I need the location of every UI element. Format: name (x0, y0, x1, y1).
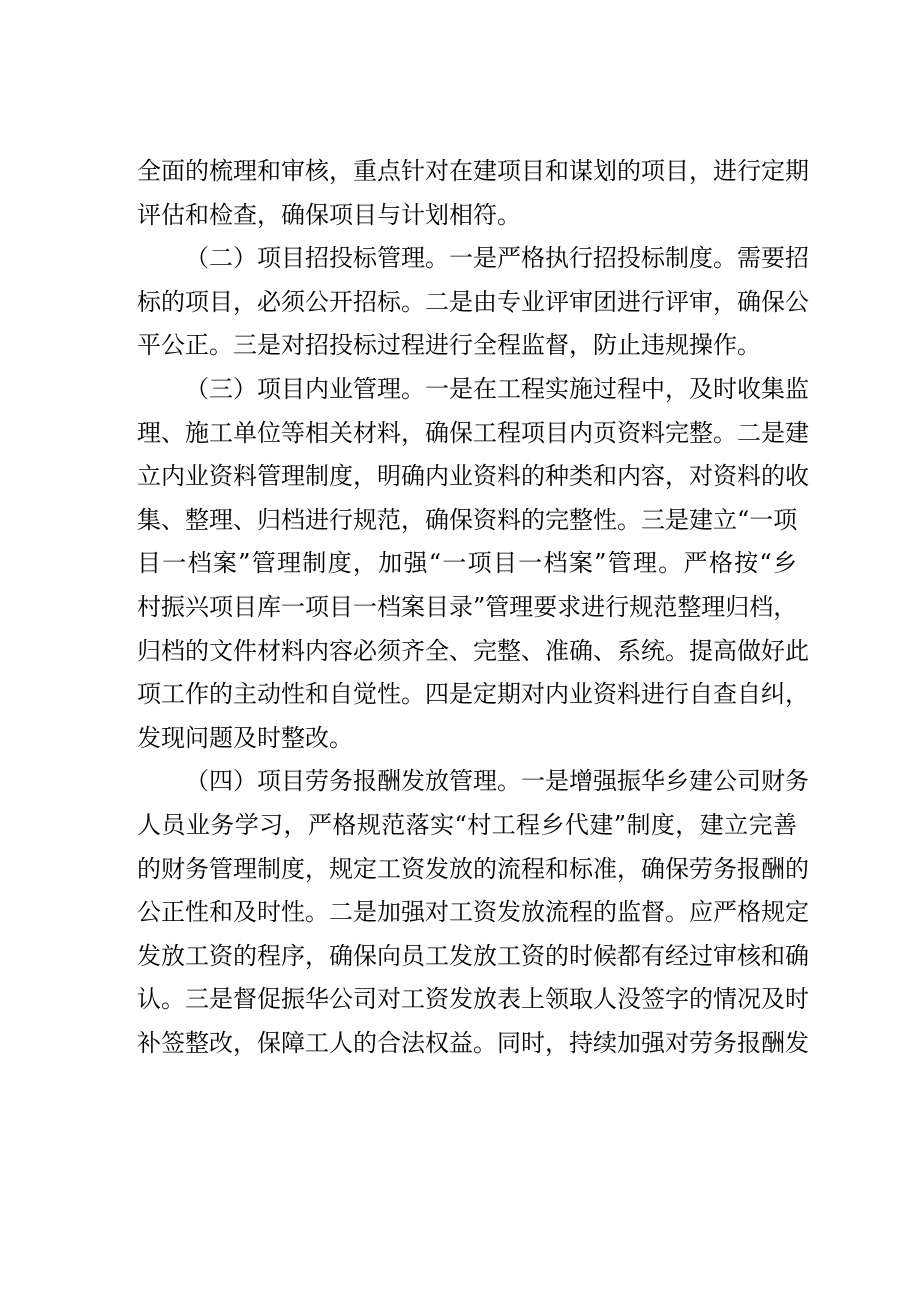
text-line: （四）项目劳务报酬发放管理。一是增强振华乡建公司财务 (185, 767, 809, 796)
text-line: 全面的梳理和审核，重点针对在建项目和谋划的项目，进行定期 (137, 157, 809, 185)
text-line: 的财务管理制度，规定工资发放的流程和标准，确保劳务报酬的 (137, 854, 809, 883)
document-body (137, 150, 809, 1065)
paragraph-labor-payment-management (137, 760, 809, 1065)
paragraph-bidding-management (137, 237, 809, 368)
text-line: 平公正。三是对招投标过程进行全程监督，防止违规操作。 (137, 331, 761, 360)
text-line: 发现问题及时整改。 (137, 723, 353, 752)
text-line: 目一档案”管理制度，加强“一项目一档案”管理。严格按“乡 (137, 549, 797, 578)
text-line: 归档的文件材料内容必须齐全、完整、准确、系统。提高做好此 (137, 636, 809, 665)
text-line: 人员业务学习，严格规范落实“村工程乡代建”制度，建立完善 (137, 810, 797, 839)
paragraph-continuation (137, 150, 809, 237)
text-line: 公正性和及时性。二是加强对工资发放流程的监督。应严格规定 (137, 898, 809, 927)
text-line: 认。三是督促振华公司对工资发放表上领取人没签字的情况及时 (137, 985, 809, 1014)
text-line: 理、施工单位等相关材料，确保工程项目内页资料完整。二是建 (137, 418, 809, 447)
paragraph-internal-records-management (137, 368, 809, 760)
text-line: （三）项目内业管理。一是在工程实施过程中，及时收集监 (185, 374, 809, 403)
text-line: 村振兴项目库一项目一档案目录”管理要求进行规范整理归档， (137, 592, 798, 621)
text-line: 发放工资的程序，确保向员工发放工资的时候都有经过审核和确 (137, 941, 809, 970)
text-line: 评估和检查，确保项目与计划相符。 (137, 200, 521, 229)
text-line: （二）项目招投标管理。一是严格执行招投标制度。需要招 (185, 244, 809, 273)
text-line: 集、整理、归档进行规范，确保资料的完整性。三是建立“一项 (137, 505, 798, 534)
text-line: 标的项目，必须公开招标。二是由专业评审团进行评审，确保公 (137, 287, 809, 316)
text-line: 补签整改，保障工人的合法权益。同时，持续加强对劳务报酬发 (137, 1028, 809, 1057)
text-line: 项工作的主动性和自觉性。四是定期对内业资料进行自查自纠， (137, 680, 809, 709)
text-line: 立内业资料管理制度，明确内业资料的种类和内容，对资料的收 (137, 462, 809, 491)
